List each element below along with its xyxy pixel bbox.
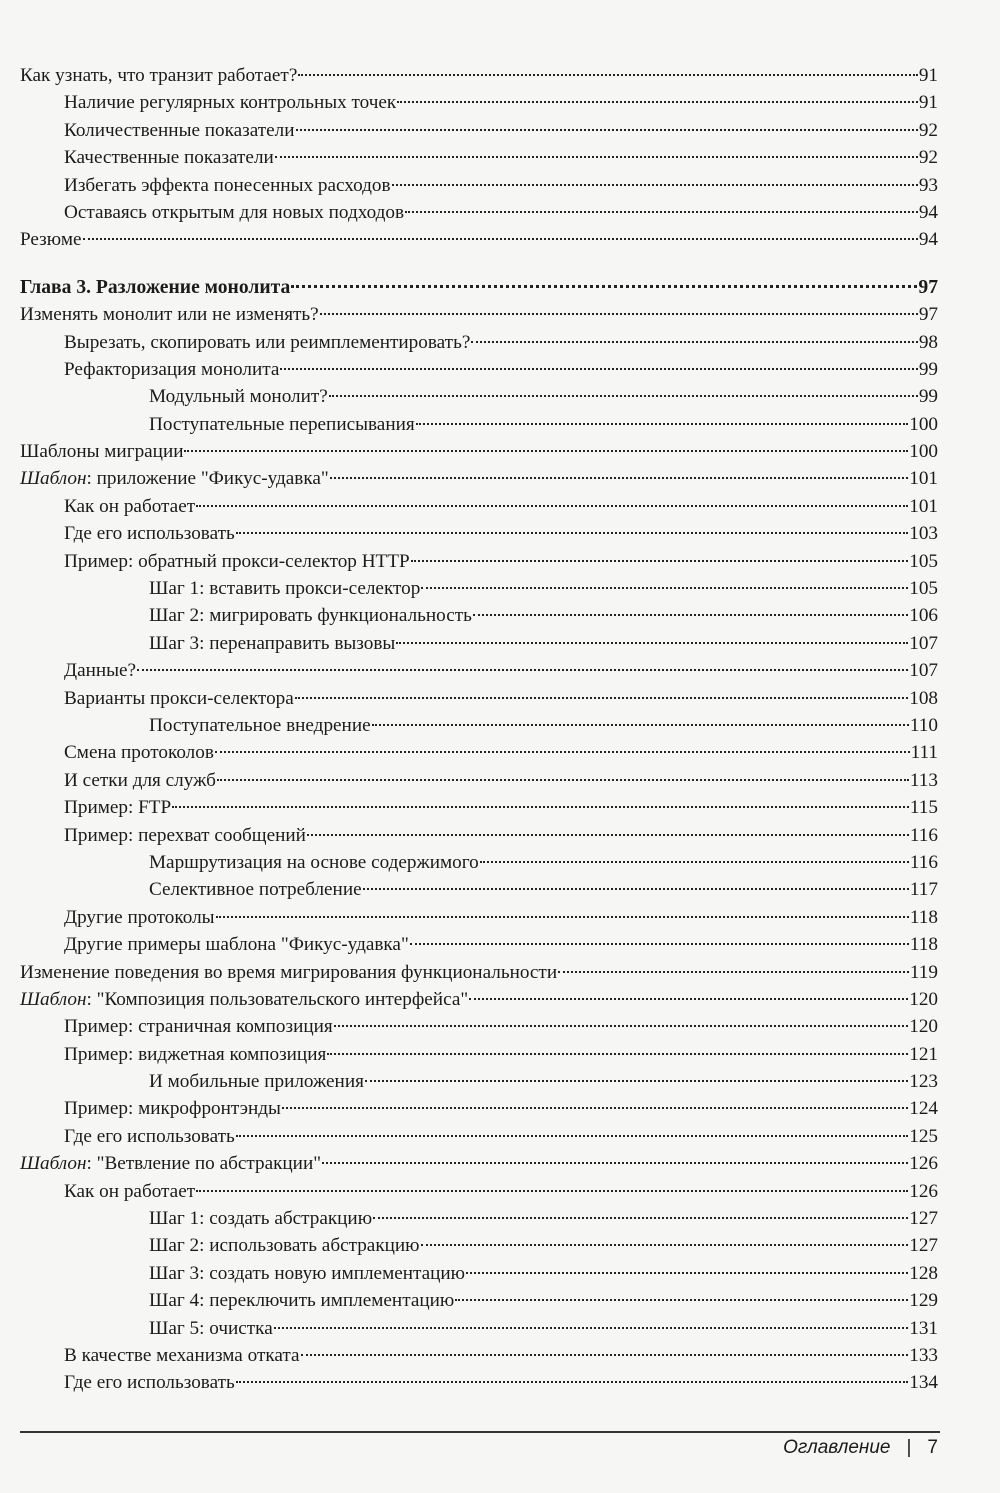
dot-leader bbox=[216, 916, 909, 918]
toc-entry-title bbox=[64, 1178, 195, 1205]
toc-entry-text: : "Ветвление по абстракции" bbox=[86, 1153, 322, 1175]
toc-entry-text: Количественные показатели bbox=[64, 119, 295, 141]
toc-entry[interactable] bbox=[20, 657, 938, 684]
dot-leader bbox=[397, 101, 918, 103]
toc-entry-text: Шаг 2: мигрировать функциональность bbox=[149, 605, 472, 627]
dot-leader bbox=[471, 341, 917, 343]
toc-entry-title bbox=[149, 849, 479, 876]
toc-entry-page: 94 bbox=[918, 201, 938, 223]
toc-entry-title bbox=[64, 493, 195, 520]
toc-entry-page: 106 bbox=[909, 605, 938, 627]
dot-leader bbox=[421, 587, 908, 589]
toc-entry-text: Как он работает bbox=[64, 1180, 196, 1202]
dot-leader bbox=[215, 751, 910, 753]
toc-entry-text: Пример: страничная композиция bbox=[64, 1016, 333, 1038]
toc-entry-page: 125 bbox=[909, 1125, 938, 1147]
toc-entry[interactable] bbox=[20, 1150, 938, 1177]
toc-entry-text: Маршрутизация на основе содержимого bbox=[149, 851, 479, 873]
toc-entry-text: Данные? bbox=[64, 660, 137, 682]
toc-entry-title bbox=[64, 520, 235, 547]
toc-entry-title bbox=[64, 822, 306, 849]
toc-entry-title bbox=[64, 1013, 333, 1040]
toc-entry-text: Шаблоны миграции bbox=[20, 441, 184, 463]
toc-entry-page: 115 bbox=[909, 797, 938, 819]
toc-entry-text: Другие протоколы bbox=[64, 906, 215, 928]
dot-leader bbox=[307, 834, 909, 836]
toc-entry[interactable] bbox=[20, 465, 938, 492]
toc-entry-page: 121 bbox=[909, 1043, 938, 1065]
dot-leader bbox=[405, 211, 918, 213]
toc-entry-title bbox=[20, 959, 557, 986]
footer-divider bbox=[20, 1431, 940, 1433]
toc-entry-title bbox=[64, 89, 396, 116]
toc-entry-text: Смена протоколов bbox=[64, 742, 214, 764]
toc-entry-text: Шаг 5: очистка bbox=[149, 1317, 273, 1339]
toc-entry-text: Шаг 3: создать новую имплементацию bbox=[149, 1262, 466, 1284]
toc-entry[interactable] bbox=[20, 739, 938, 766]
toc-entry-page: 92 bbox=[918, 119, 938, 141]
toc-entry[interactable] bbox=[20, 931, 938, 958]
toc-entry[interactable] bbox=[20, 1287, 938, 1314]
toc-entry-title bbox=[64, 1369, 235, 1396]
toc-entry-page: 133 bbox=[909, 1344, 938, 1366]
toc-entry-page: 100 bbox=[909, 413, 938, 435]
toc-entry-title bbox=[64, 548, 410, 575]
toc-entry-page: 124 bbox=[909, 1098, 938, 1120]
toc-entry-text: : приложение "Фикус-удавка" bbox=[86, 468, 329, 490]
dot-leader bbox=[410, 943, 909, 945]
footer-separator: | bbox=[906, 1437, 912, 1458]
toc-entry-prefix: Шаблон bbox=[20, 468, 87, 490]
toc-entry-title bbox=[64, 794, 171, 821]
dot-leader bbox=[466, 1272, 908, 1274]
dot-leader bbox=[172, 806, 909, 808]
toc-entry-title bbox=[149, 411, 415, 438]
dot-leader bbox=[298, 74, 917, 76]
toc-entry-page: 103 bbox=[909, 523, 938, 545]
toc-entry-page: 108 bbox=[909, 687, 938, 709]
toc-entry-page: 97 bbox=[918, 276, 938, 298]
toc-entry-title bbox=[64, 739, 214, 766]
dot-leader bbox=[373, 1217, 908, 1219]
toc-entry-title bbox=[149, 1205, 372, 1232]
toc-entry-title bbox=[64, 1041, 326, 1068]
toc-entry[interactable] bbox=[20, 226, 938, 253]
toc-entry-text: Пример: виджетная композиция bbox=[64, 1043, 327, 1065]
dot-leader bbox=[291, 285, 917, 288]
toc-entry-text: Избегать эффекта понесенных расходов bbox=[64, 174, 391, 196]
toc-entry-title bbox=[149, 1287, 454, 1314]
toc-entry[interactable] bbox=[20, 1068, 938, 1095]
dot-leader bbox=[282, 1107, 908, 1109]
toc-entry-title bbox=[20, 274, 290, 301]
toc-entry-page: 93 bbox=[918, 174, 938, 196]
toc-entry-page: 126 bbox=[909, 1180, 938, 1202]
toc-entry-title bbox=[149, 1260, 465, 1287]
toc-entry-text: Где его использовать bbox=[64, 1125, 235, 1147]
dot-leader bbox=[480, 861, 909, 863]
toc-entry-title bbox=[64, 199, 404, 226]
toc-entry-page: 99 bbox=[918, 386, 938, 408]
toc-chapter-entry[interactable] bbox=[20, 274, 938, 301]
toc-entry-page: 118 bbox=[909, 906, 938, 928]
toc-entry-prefix: Шаблон bbox=[20, 988, 87, 1010]
toc-entry[interactable] bbox=[20, 1232, 938, 1259]
toc-entry-title bbox=[64, 172, 391, 199]
toc-entry-page: 101 bbox=[909, 495, 938, 517]
toc-entry[interactable] bbox=[20, 520, 938, 547]
dot-leader bbox=[469, 998, 908, 1000]
toc-entry-page: 120 bbox=[909, 988, 938, 1010]
toc-entry[interactable] bbox=[20, 986, 938, 1013]
toc-entry[interactable] bbox=[20, 383, 938, 410]
toc-entry[interactable] bbox=[20, 1123, 938, 1150]
toc-entry-text: И мобильные приложения bbox=[149, 1071, 364, 1093]
toc-entry-text: Поступательное внедрение bbox=[149, 714, 371, 736]
toc-entry-page: 91 bbox=[918, 92, 938, 114]
toc-entry[interactable] bbox=[20, 1315, 938, 1342]
toc-entry-page: 100 bbox=[909, 441, 938, 463]
dot-leader bbox=[372, 724, 909, 726]
toc-entry-title bbox=[64, 144, 274, 171]
toc-entry[interactable] bbox=[20, 712, 938, 739]
toc-entry-title bbox=[20, 62, 297, 89]
toc-entry[interactable] bbox=[20, 144, 938, 171]
toc-entry-page: 134 bbox=[909, 1372, 938, 1394]
toc-entry-text: Пример: перехват сообщений bbox=[64, 824, 306, 846]
dot-leader bbox=[295, 697, 908, 699]
toc-entry-text: В качестве механизма отката bbox=[64, 1344, 300, 1366]
toc-entry[interactable] bbox=[20, 1178, 938, 1205]
dot-leader bbox=[196, 1190, 908, 1192]
dot-leader bbox=[558, 971, 909, 973]
table-of-contents bbox=[20, 62, 938, 1397]
toc-entry[interactable] bbox=[20, 438, 938, 465]
toc-entry-prefix: Шаблон bbox=[20, 1153, 87, 1175]
toc-entry[interactable] bbox=[20, 602, 938, 629]
footer-section-label: Оглавление bbox=[783, 1437, 891, 1458]
toc-entry-page: 94 bbox=[918, 229, 938, 251]
footer-page-number: 7 bbox=[927, 1437, 938, 1458]
toc-entry-title bbox=[20, 986, 468, 1013]
toc-entry[interactable] bbox=[20, 548, 938, 575]
dot-leader bbox=[421, 1244, 909, 1246]
toc-entry-text: Другие примеры шаблона "Фикус-удавка" bbox=[64, 934, 409, 956]
dot-leader bbox=[327, 1053, 908, 1055]
toc-entry-text: Оставаясь открытым для новых подходов bbox=[64, 201, 405, 223]
toc-entry-text: Рефакторизация монолита bbox=[64, 358, 280, 380]
toc-entry-text: Шаг 4: переключить имплементацию bbox=[149, 1290, 455, 1312]
dot-leader bbox=[365, 1080, 908, 1082]
toc-entry-page: 105 bbox=[909, 550, 938, 572]
toc-entry[interactable] bbox=[20, 329, 938, 356]
toc-entry-page: 105 bbox=[909, 578, 938, 600]
toc-entry-text: Вырезать, скопировать или реимплементировать? bbox=[64, 331, 471, 353]
toc-entry[interactable] bbox=[20, 685, 938, 712]
toc-entry-page: 110 bbox=[909, 714, 938, 736]
toc-entry-title bbox=[64, 767, 216, 794]
toc-entry-page: 99 bbox=[918, 358, 938, 380]
toc-entry[interactable] bbox=[20, 849, 938, 876]
toc-entry[interactable] bbox=[20, 199, 938, 226]
toc-entry-page: 97 bbox=[918, 304, 938, 326]
dot-leader bbox=[196, 505, 908, 507]
dot-leader bbox=[473, 614, 908, 616]
toc-entry[interactable] bbox=[20, 876, 938, 903]
toc-entry[interactable] bbox=[20, 794, 938, 821]
toc-entry-page: 111 bbox=[910, 742, 938, 764]
toc-entry-page: 113 bbox=[909, 769, 938, 791]
toc-entry[interactable] bbox=[20, 1041, 938, 1068]
toc-entry-title bbox=[149, 712, 371, 739]
toc-entry[interactable] bbox=[20, 62, 938, 89]
toc-entry-title bbox=[149, 630, 395, 657]
toc-entry[interactable] bbox=[20, 1342, 938, 1369]
toc-entry-text: Шаг 1: создать абстракцию bbox=[149, 1208, 373, 1230]
toc-entry[interactable] bbox=[20, 89, 938, 116]
dot-leader bbox=[455, 1299, 908, 1301]
toc-entry-text: Пример: обратный прокси-селектор HTTP bbox=[64, 550, 410, 572]
toc-entry-page: 126 bbox=[909, 1153, 938, 1175]
toc-entry-page: 92 bbox=[918, 147, 938, 169]
toc-entry[interactable] bbox=[20, 301, 938, 328]
dot-leader bbox=[184, 450, 908, 452]
toc-entry-text: Где его использовать bbox=[64, 523, 235, 545]
toc-entry-page: 118 bbox=[909, 934, 938, 956]
dot-leader bbox=[396, 642, 908, 644]
toc-entry-text: Качественные показатели bbox=[64, 147, 274, 169]
toc-entry-title bbox=[149, 1068, 364, 1095]
toc-entry-title bbox=[20, 301, 319, 328]
dot-leader bbox=[330, 477, 908, 479]
dot-leader bbox=[301, 1354, 909, 1356]
toc-entry-title bbox=[20, 1150, 321, 1177]
toc-entry-text: И сетки для служб bbox=[64, 769, 216, 791]
toc-entry-title bbox=[20, 465, 329, 492]
toc-entry-text: Где его использовать bbox=[64, 1372, 235, 1394]
dot-leader bbox=[217, 779, 909, 781]
toc-entry-title bbox=[149, 575, 420, 602]
dot-leader bbox=[236, 532, 908, 534]
toc-entry[interactable] bbox=[20, 822, 938, 849]
toc-entry[interactable] bbox=[20, 959, 938, 986]
toc-entry-text: Как узнать, что транзит работает? bbox=[20, 65, 298, 86]
toc-entry-text: Поступательные переписывания bbox=[149, 413, 415, 435]
dot-leader bbox=[275, 156, 918, 158]
toc-entry-page: 107 bbox=[909, 660, 938, 682]
toc-entry-title bbox=[64, 685, 294, 712]
toc-entry-text: Шаг 3: перенаправить вызовы bbox=[149, 632, 396, 654]
toc-entry[interactable] bbox=[20, 1260, 938, 1287]
toc-entry-page: 107 bbox=[909, 632, 938, 654]
toc-entry-title bbox=[149, 1232, 420, 1259]
toc-entry-text: Изменять монолит или не изменять? bbox=[20, 304, 319, 326]
toc-entry[interactable] bbox=[20, 117, 938, 144]
toc-entry[interactable] bbox=[20, 1369, 938, 1396]
dot-leader bbox=[322, 1162, 908, 1164]
dot-leader bbox=[280, 368, 917, 370]
toc-entry-text: Селективное потребление bbox=[149, 879, 362, 901]
toc-entry-title bbox=[149, 876, 362, 903]
toc-entry[interactable] bbox=[20, 767, 938, 794]
dot-leader bbox=[329, 395, 918, 397]
toc-entry-title bbox=[64, 117, 295, 144]
dot-leader bbox=[236, 1381, 908, 1383]
toc-entry-text: Резюме bbox=[20, 229, 82, 251]
dot-leader bbox=[296, 129, 918, 131]
dot-leader bbox=[137, 669, 908, 671]
toc-entry-title bbox=[64, 904, 215, 931]
toc-entry[interactable] bbox=[20, 1013, 938, 1040]
toc-entry-text: Модульный монолит? bbox=[149, 386, 328, 408]
toc-entry-text: Изменение поведения во время мигрирования функциональности bbox=[20, 961, 558, 983]
toc-entry-page: 116 bbox=[909, 851, 938, 873]
toc-entry[interactable] bbox=[20, 1095, 938, 1122]
toc-entry[interactable] bbox=[20, 172, 938, 199]
toc-entry-page: 131 bbox=[909, 1317, 938, 1339]
toc-entry[interactable] bbox=[20, 630, 938, 657]
toc-entry-text: Пример: FTP bbox=[64, 797, 172, 819]
toc-entry-title bbox=[64, 329, 470, 356]
toc-entry-page: 129 bbox=[909, 1290, 938, 1312]
toc-entry-page: 117 bbox=[909, 879, 938, 901]
dot-leader bbox=[320, 313, 918, 315]
toc-entry-page: 123 bbox=[909, 1071, 938, 1093]
toc-entry-title bbox=[64, 931, 409, 958]
toc-entry-text: Пример: микрофронтэнды bbox=[64, 1098, 281, 1120]
toc-entry-title bbox=[20, 226, 82, 253]
dot-leader bbox=[274, 1327, 908, 1329]
toc-entry-page: 116 bbox=[909, 824, 938, 846]
toc-entry-title bbox=[64, 1123, 235, 1150]
toc-entry-text: Шаг 2: использовать абстракцию bbox=[149, 1235, 420, 1257]
toc-entry-page: 91 bbox=[918, 65, 938, 86]
dot-leader bbox=[392, 184, 918, 186]
toc-entry-page: 101 bbox=[909, 468, 938, 490]
toc-entry[interactable] bbox=[20, 1205, 938, 1232]
dot-leader bbox=[416, 423, 909, 425]
toc-entry-page: 120 bbox=[909, 1016, 938, 1038]
toc-entry-title bbox=[20, 438, 183, 465]
toc-entry-title bbox=[149, 383, 328, 410]
toc-entry[interactable] bbox=[20, 356, 938, 383]
toc-entry-page: 119 bbox=[909, 961, 938, 983]
dot-leader bbox=[334, 1025, 908, 1027]
toc-entry-text: Наличие регулярных контрольных точек bbox=[64, 92, 397, 114]
dot-leader bbox=[236, 1135, 908, 1137]
dot-leader bbox=[411, 560, 909, 562]
toc-entry-page: 98 bbox=[918, 331, 938, 353]
toc-entry-text: : "Композиция пользовательского интерфейса" bbox=[86, 988, 469, 1010]
toc-entry[interactable] bbox=[20, 904, 938, 931]
toc-entry[interactable] bbox=[20, 411, 938, 438]
toc-entry-page: 127 bbox=[909, 1208, 938, 1230]
toc-entry-title bbox=[64, 1095, 281, 1122]
toc-entry-title bbox=[64, 356, 279, 383]
toc-entry[interactable] bbox=[20, 575, 938, 602]
toc-entry[interactable] bbox=[20, 493, 938, 520]
toc-entry-title bbox=[64, 1342, 300, 1369]
toc-entry-text: Как он работает bbox=[64, 495, 196, 517]
toc-entry-text: Варианты прокси-селектора bbox=[64, 687, 294, 709]
toc-entry-page: 127 bbox=[909, 1235, 938, 1257]
toc-entry-text: Шаг 1: вставить прокси-селектор bbox=[149, 578, 421, 600]
dot-leader bbox=[83, 238, 918, 240]
toc-entry-title bbox=[149, 1315, 273, 1342]
toc-entry-title bbox=[64, 657, 136, 684]
page-footer bbox=[783, 1434, 938, 1462]
toc-entry-title bbox=[149, 602, 472, 629]
toc-entry-page: 128 bbox=[909, 1262, 938, 1284]
toc-entry-text: Глава 3. Разложение монолита bbox=[20, 276, 291, 298]
dot-leader bbox=[363, 888, 909, 890]
